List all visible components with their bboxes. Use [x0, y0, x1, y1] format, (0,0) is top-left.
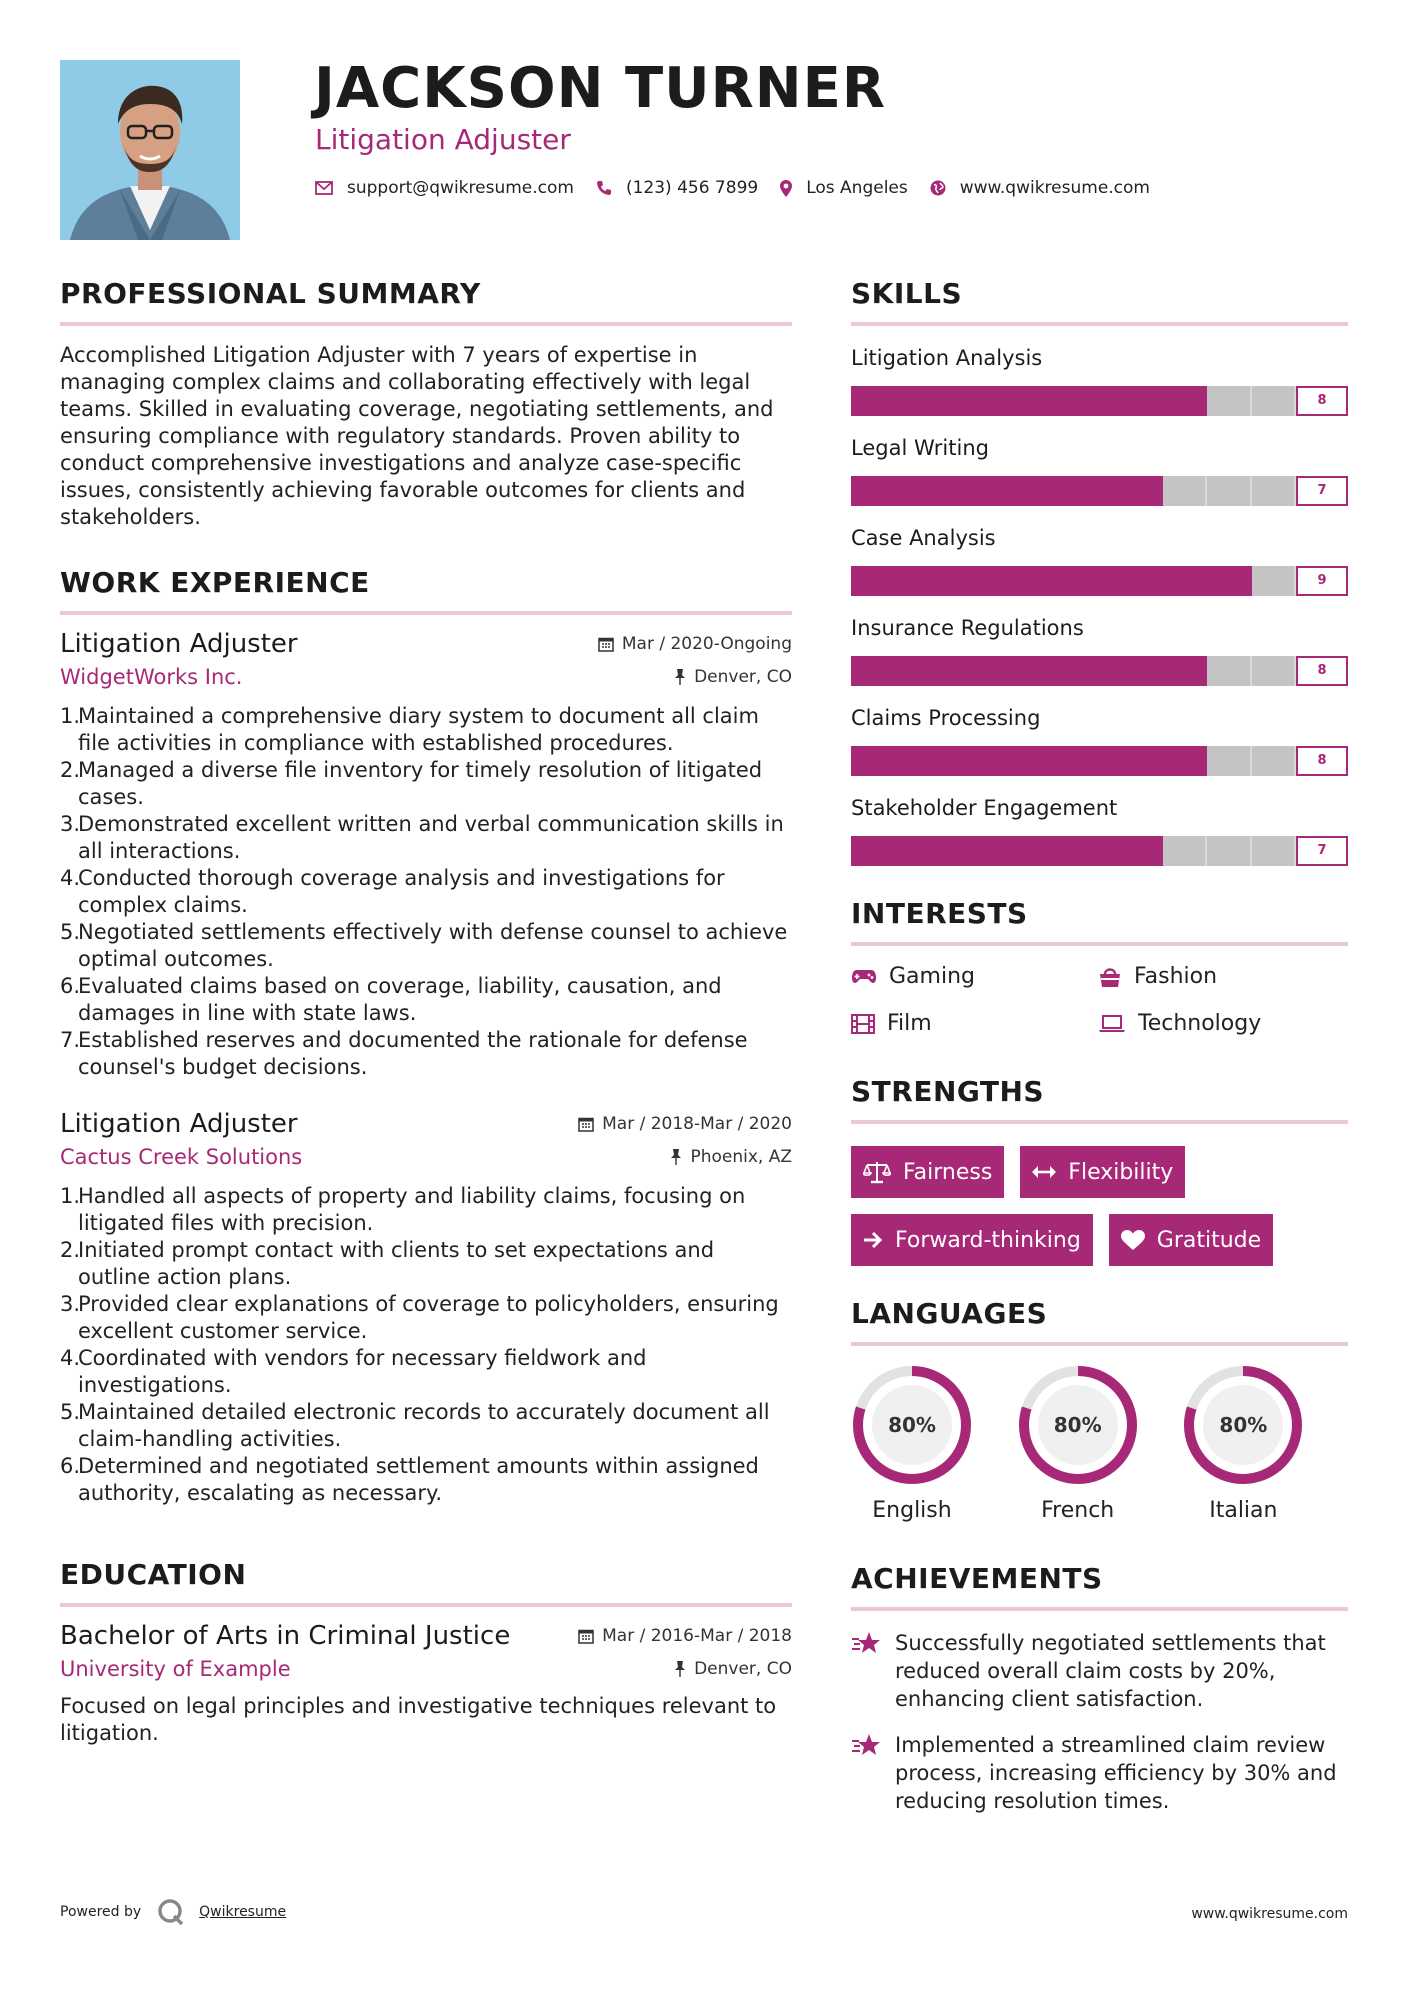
education-school: University of Example	[60, 1657, 291, 1681]
skill-item	[851, 614, 1348, 686]
language-item	[851, 1364, 1017, 1523]
skill-score: 7	[1296, 836, 1348, 866]
contact-bar	[315, 178, 1172, 198]
strength-label: Forward-thinking	[895, 1227, 1081, 1253]
skills-heading: SKILLS	[851, 272, 1348, 326]
globe-icon	[930, 180, 946, 196]
strength-label: Fairness	[903, 1159, 993, 1185]
education-degree: Bachelor of Arts in Criminal Justice	[60, 1621, 511, 1651]
languages-section	[851, 1292, 1348, 1523]
skill-bar	[851, 836, 1348, 866]
achievements-section	[851, 1557, 1348, 1815]
star-icon	[851, 1733, 881, 1759]
skill-score: 8	[1296, 386, 1348, 416]
interests-grid	[851, 964, 1348, 1036]
skill-bar-fill	[851, 476, 1163, 506]
skill-name: Stakeholder Engagement	[851, 796, 1118, 820]
languages-list	[851, 1364, 1348, 1523]
skill-item	[851, 434, 1348, 506]
education-dates-text: Mar / 2016-Mar / 2018	[602, 1626, 792, 1646]
strength-badge	[851, 1146, 1004, 1198]
interest-item	[851, 1011, 1098, 1036]
job-position: Litigation Adjuster	[60, 629, 298, 659]
summary-section	[60, 272, 792, 531]
achievement-text: Implemented a streamlined claim review process, increasing efficiency by 30% and reducing resolution times.	[895, 1733, 1337, 1813]
list-item: 1. Maintained a comprehensive diary system to document all claim file activities in compliance with established procedures.	[60, 704, 759, 755]
achievement-item	[851, 1629, 1348, 1713]
education-entry	[60, 1621, 792, 1747]
email-text: support@qwikresume.com	[347, 178, 574, 198]
language-ring	[851, 1364, 973, 1486]
qwikresume-logo-icon	[157, 1898, 185, 1926]
calendar-icon	[578, 1628, 594, 1644]
candidate-title: Litigation Adjuster	[315, 123, 571, 156]
experience-heading: WORK EXPERIENCE	[60, 561, 792, 615]
language-percent: 80%	[1053, 1413, 1102, 1437]
location-text: Los Angeles	[806, 178, 908, 198]
job-entry	[60, 629, 792, 1081]
list-item: 4. Conducted thorough coverage analysis and investigations for complex claims.	[60, 866, 725, 917]
job-location-text: Denver, CO	[694, 667, 792, 687]
skill-bar	[851, 656, 1348, 686]
strength-badge	[851, 1214, 1093, 1266]
pushpin-icon	[670, 1149, 682, 1165]
interest-item	[1098, 964, 1348, 989]
contact-location	[780, 178, 908, 198]
skill-score: 9	[1296, 566, 1348, 596]
strength-label: Flexibility	[1068, 1159, 1174, 1185]
language-percent: 80%	[888, 1413, 936, 1437]
skill-name: Litigation Analysis	[851, 346, 1043, 370]
contact-phone[interactable]	[596, 178, 758, 198]
laptop-icon	[1098, 1015, 1126, 1033]
job-location-text: Phoenix, AZ	[690, 1147, 792, 1167]
list-item: 1. Handled all aspects of property and liability claims, focusing on litigated files with precision.	[60, 1184, 746, 1235]
profile-photo	[60, 60, 240, 240]
skill-bar	[851, 746, 1348, 776]
strength-badge	[1020, 1146, 1185, 1198]
phone-icon	[596, 180, 612, 196]
language-item	[1017, 1364, 1183, 1523]
skill-item	[851, 524, 1348, 596]
achievement-item	[851, 1731, 1348, 1815]
list-item: 7. Established reserves and documented the rationale for defense counsel's budget decisions.	[60, 1028, 748, 1079]
contact-website[interactable]	[930, 178, 1150, 198]
interest-item	[851, 964, 1098, 989]
gamepad-icon	[851, 969, 877, 985]
list-item: 4. Coordinated with vendors for necessary fieldwork and investigations.	[60, 1346, 647, 1397]
skill-item	[851, 794, 1348, 866]
calendar-icon	[578, 1116, 594, 1132]
list-item: 6. Determined and negotiated settlement amounts within assigned authority, escalating as necessary.	[60, 1454, 759, 1505]
shopping-bag-icon	[1098, 966, 1122, 988]
skill-bar	[851, 566, 1348, 596]
candidate-name: JACKSON TURNER	[314, 56, 887, 121]
interest-label: Gaming	[889, 964, 975, 989]
job-bullets	[60, 1183, 792, 1507]
job-dates-text: Mar / 2020-Ongoing	[621, 634, 792, 654]
skill-score: 8	[1296, 746, 1348, 776]
skill-bar-fill	[851, 386, 1207, 416]
calendar-icon	[598, 636, 614, 652]
phone-text: (123) 456 7899	[625, 178, 759, 198]
education-description: Focused on legal principles and investigative techniques relevant to litigation.	[60, 1694, 777, 1745]
job-bullets	[60, 703, 792, 1081]
list-item: 2. Initiated prompt contact with clients to set expectations and outline action plans.	[60, 1238, 715, 1289]
skill-item	[851, 704, 1348, 776]
pushpin-icon	[674, 1661, 686, 1677]
arrows-horizontal-icon	[1032, 1165, 1056, 1179]
summary-text: Accomplished Litigation Adjuster with 7 years of expertise in managing complex claims and collaborating effectively with legal teams. Skilled in evaluating coverage, negotiating settlements, and ensuring compliance with regulatory standards. Proven ability to conduct comprehensive investigations and analyze case-specific issues, consistently achieving favorable outcomes for clients and stakeholders.	[60, 343, 774, 529]
right-column	[851, 272, 1348, 1815]
balance-scale-icon	[863, 1160, 891, 1184]
languages-heading: LANGUAGES	[851, 1292, 1348, 1346]
achievements-heading: ACHIEVEMENTS	[851, 1557, 1348, 1611]
arrow-right-icon	[863, 1231, 883, 1249]
achievement-text: Successfully negotiated settlements that reduced overall claim costs by 20%, enhancing client satisfaction.	[895, 1631, 1326, 1711]
job-entry	[60, 1109, 792, 1507]
list-item: 2. Managed a diverse file inventory for timely resolution of litigated cases.	[60, 758, 763, 809]
language-item	[1182, 1364, 1348, 1523]
job-dates	[598, 634, 792, 654]
qwikresume-link[interactable]: Qwikresume	[199, 1904, 287, 1920]
language-name: Italian	[1209, 1498, 1278, 1523]
envelope-icon	[315, 181, 333, 195]
education-section	[60, 1553, 792, 1747]
job-company: WidgetWorks Inc.	[60, 665, 243, 689]
skill-bar-fill	[851, 566, 1252, 596]
footer-powered-by	[60, 1898, 286, 1926]
job-position: Litigation Adjuster	[60, 1109, 298, 1139]
language-ring	[1017, 1364, 1139, 1486]
skill-name: Legal Writing	[851, 436, 989, 460]
list-item: 3. Demonstrated excellent written and verbal communication skills in all interactions.	[60, 812, 784, 863]
left-column	[60, 272, 792, 1747]
language-name: French	[1041, 1498, 1115, 1523]
heart-icon	[1121, 1230, 1145, 1251]
contact-email[interactable]	[315, 178, 574, 198]
language-percent: 80%	[1219, 1413, 1268, 1437]
job-dates-text: Mar / 2018-Mar / 2020	[602, 1114, 792, 1134]
film-icon	[851, 1014, 875, 1034]
skill-bar	[851, 476, 1348, 506]
interests-heading: INTERESTS	[851, 892, 1348, 946]
interest-label: Film	[887, 1011, 932, 1036]
skill-score: 7	[1296, 476, 1348, 506]
skills-list	[851, 344, 1348, 866]
education-dates	[578, 1626, 792, 1646]
strength-label: Gratitude	[1156, 1227, 1262, 1253]
interest-label: Technology	[1138, 1011, 1262, 1036]
skill-name: Claims Processing	[851, 706, 1041, 730]
strengths-list	[851, 1146, 1348, 1266]
education-heading: EDUCATION	[60, 1553, 792, 1607]
website-text: www.qwikresume.com	[959, 178, 1150, 198]
map-marker-icon	[780, 180, 792, 197]
skill-name: Insurance Regulations	[851, 616, 1084, 640]
skill-bar	[851, 386, 1348, 416]
job-company: Cactus Creek Solutions	[60, 1145, 303, 1169]
strengths-section	[851, 1070, 1348, 1266]
interest-label: Fashion	[1134, 964, 1218, 989]
education-location-text: Denver, CO	[694, 1659, 792, 1679]
job-location	[674, 667, 792, 687]
strength-badge	[1109, 1214, 1273, 1266]
list-item: 5. Maintained detailed electronic records to accurately document all claim-handling activities.	[60, 1400, 770, 1451]
interest-item	[1098, 1011, 1348, 1036]
pushpin-icon	[674, 669, 686, 685]
star-icon	[851, 1631, 881, 1657]
skills-section	[851, 272, 1348, 866]
skill-bar-fill	[851, 836, 1163, 866]
language-name: English	[872, 1498, 952, 1523]
job-dates	[578, 1114, 792, 1134]
experience-section	[60, 561, 792, 1507]
language-ring	[1182, 1364, 1304, 1486]
job-location	[670, 1147, 792, 1167]
skill-name: Case Analysis	[851, 526, 996, 550]
skill-score: 8	[1296, 656, 1348, 686]
skill-bar-fill	[851, 746, 1207, 776]
interests-section	[851, 892, 1348, 1036]
strengths-heading: STRENGTHS	[851, 1070, 1348, 1124]
skill-item	[851, 344, 1348, 416]
footer-website[interactable]: www.qwikresume.com	[1191, 1906, 1348, 1922]
list-item: 5. Negotiated settlements effectively with defense counsel to achieve optimal outcomes.	[60, 920, 788, 971]
powered-by-text: Powered by	[60, 1904, 142, 1920]
list-item: 6. Evaluated claims based on coverage, liability, causation, and damages in line with state laws.	[60, 974, 722, 1025]
list-item: 3. Provided clear explanations of coverage to policyholders, ensuring excellent customer service.	[60, 1292, 779, 1343]
summary-heading: PROFESSIONAL SUMMARY	[60, 272, 792, 326]
skill-bar-fill	[851, 656, 1207, 686]
education-location	[674, 1659, 792, 1679]
